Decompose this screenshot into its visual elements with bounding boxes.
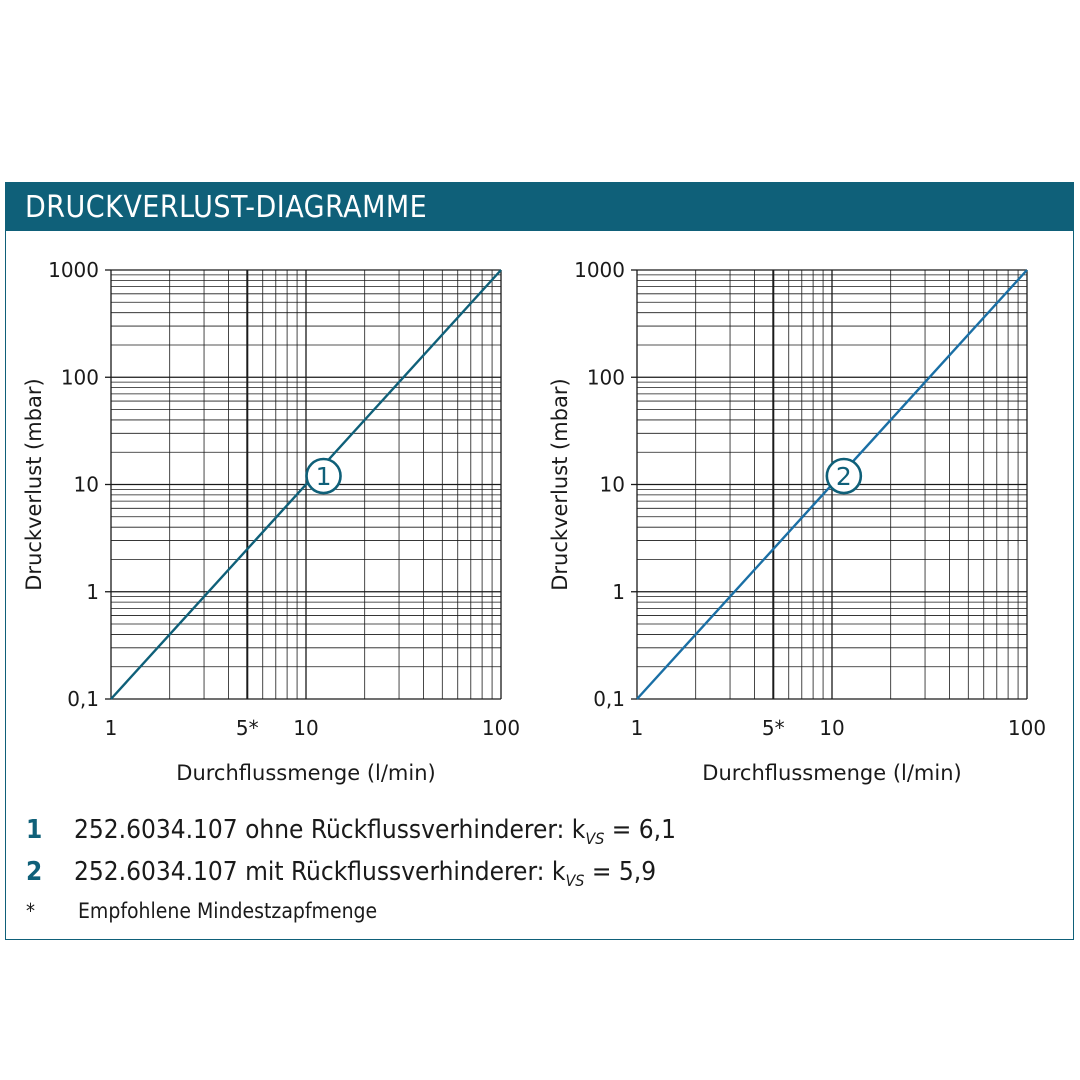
legend-text-2-main: 252.6034.107 mit Rückflussverhinderer: k — [74, 857, 566, 887]
chart-1-xtick-label: 10 — [293, 716, 319, 740]
chart-1-ytick-label: 0,1 — [67, 687, 99, 711]
chart-1-ytick-label: 1 — [86, 579, 99, 604]
chart-1-xtick-label: 1 — [104, 716, 118, 740]
footnote-symbol: * — [26, 899, 35, 923]
chart-2-ytick-label: 0,1 — [593, 687, 625, 711]
chart-2-marker-label: 2 — [835, 462, 852, 492]
chart-1 — [6, 183, 1073, 803]
chart-2-ytick-label: 1000 — [574, 258, 625, 282]
legend-text-2 — [74, 857, 656, 890]
legend-text-2-tail: = 5,9 — [584, 857, 657, 887]
legend-text-2-sub: VS — [565, 871, 585, 891]
legend-number-1: 1 — [26, 815, 43, 845]
chart-1-x-axis-label: Durchflussmenge (l/min) — [176, 761, 436, 785]
legend-text-1-tail: = 6,1 — [604, 815, 676, 845]
chart-2-x-axis-label: Durchflussmenge (l/min) — [702, 761, 962, 785]
legend-text-1 — [74, 815, 676, 848]
chart-2-ytick-label: 10 — [599, 472, 625, 497]
legend-text-1-sub: VS — [585, 829, 605, 849]
chart-2-xtick-label: 10 — [819, 716, 845, 740]
page-title: DRUCKVERLUST-DIAGRAMME — [25, 190, 428, 225]
chart-2-xtick-label: 5* — [761, 716, 785, 740]
chart-2-ytick-label: 1 — [612, 579, 625, 604]
chart-1-ytick-label: 1000 — [48, 258, 99, 282]
chart-1-xtick-label: 100 — [481, 716, 521, 740]
diagram-panel — [5, 182, 1074, 940]
chart-1-ytick-label: 10 — [73, 472, 99, 497]
legend-text-1-main: 252.6034.107 ohne Rückflussverhinderer: k — [74, 815, 586, 845]
chart-2-xtick-label: 100 — [1007, 716, 1047, 740]
chart-2-xtick-label: 1 — [630, 716, 644, 740]
chart-1-y-axis-label: Druckverlust (mbar) — [22, 378, 46, 591]
chart-1-xtick-label: 5* — [235, 716, 259, 740]
legend-number-2: 2 — [26, 857, 43, 887]
chart-2-y-axis-label: Druckverlust (mbar) — [548, 378, 572, 591]
chart-1-marker-label: 1 — [315, 462, 332, 492]
chart-1-ytick-label: 100 — [60, 365, 99, 390]
footnote-text: Empfohlene Mindestzapfmenge — [78, 899, 378, 923]
chart-2-ytick-label: 100 — [586, 365, 625, 390]
